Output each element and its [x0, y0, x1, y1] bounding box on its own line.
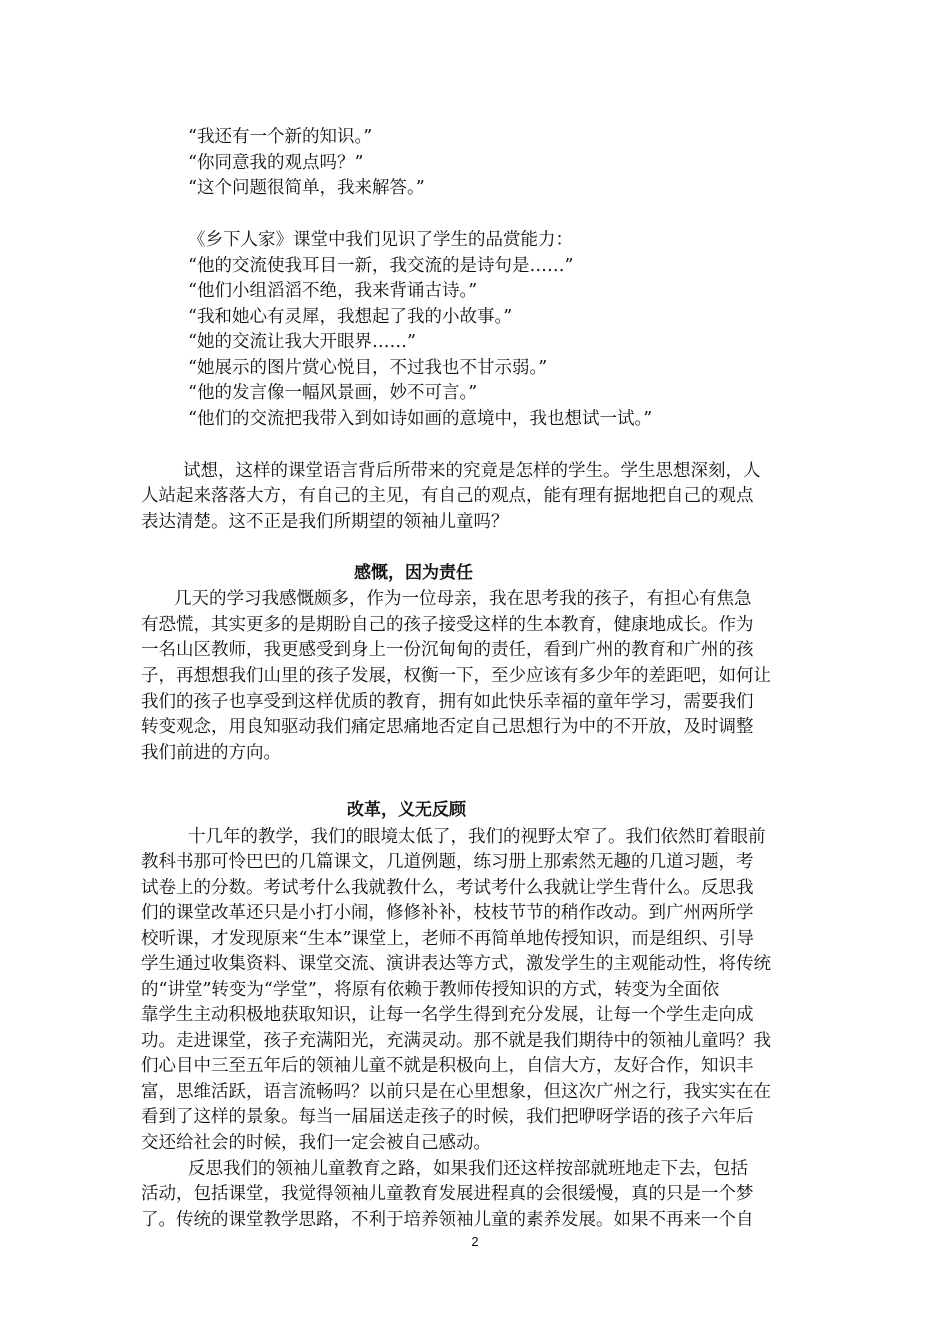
paragraph-line: 功。走进课堂，孩子充满阳光，充满灵动。那不就是我们期待中的领袖儿童吗？我: [141, 1031, 771, 1051]
paragraph-line: 富，思维活跃，语言流畅吗？以前只是在心里想象，但这次广州之行，我实实在在: [141, 1082, 771, 1102]
paragraph-line: 们的课堂改革还只是小打小闹，修修补补，枝枝节节的稍作改动。到广州两所学: [141, 903, 754, 923]
paragraph-line: 表达清楚。这不正是我们所期望的领袖儿童吗？: [141, 512, 509, 532]
quote-line: “他的发言像一幅风景画，妙不可言。”: [188, 383, 478, 403]
quote-line: “他们小组滔滔不绝，我来背诵古诗。”: [188, 281, 478, 301]
paragraph-line: 靠学生主动积极地获取知识，让每一名学生得到充分发展，让每一个学生走向成: [141, 1005, 754, 1025]
section-heading: 感慨，因为责任: [354, 563, 473, 583]
village-intro-line: 《乡下人家》课堂中我们见识了学生的品赏能力：: [188, 230, 573, 250]
paragraph-line: 校听课，才发现原来“生本”课堂上，老师不再简单地传授知识，而是组织、引导: [141, 929, 754, 949]
paragraph-line: 们心目中三至五年后的领袖儿童不就是积极向上，自信大方，友好合作，知识丰: [141, 1056, 754, 1076]
quote-line: “这个问题很简单，我来解答。”: [188, 178, 425, 198]
quote-line: “她展示的图片赏心悦目，不过我也不甘示弱。”: [188, 358, 548, 378]
paragraph-line: 有恐慌，其实更多的是期盼自己的孩子接受这样的生本教育，健康地成长。作为: [141, 615, 754, 635]
quote-line: “你同意我的观点吗？”: [188, 153, 364, 173]
paragraph-line: 教科书那可怜巴巴的几篇课文，几道例题，练习册上那索然无趣的几道习题，考: [141, 852, 754, 872]
section-heading: 改革，义无反顾: [347, 800, 466, 820]
paragraph-line: 反思我们的领袖儿童教育之路，如果我们还这样按部就班地走下去，包括: [188, 1159, 748, 1179]
paragraph-line: 转变观念，用良知驱动我们痛定思痛地否定自己思想行为中的不开放，及时调整: [141, 717, 754, 737]
paragraph-line: 子，再想想我们山里的孩子发展，权衡一下，至少应该有多少年的差距吧，如何让: [141, 666, 771, 686]
quote-line: “我还有一个新的知识。”: [188, 127, 373, 147]
paragraph-line: 了。传统的课堂教学思路，不利于培养领袖儿童的素养发展。如果不再来一个自: [141, 1210, 754, 1230]
quote-line: “他们的交流把我带入到如诗如画的意境中，我也想试一试。”: [188, 409, 653, 429]
paragraph-line: 我们的孩子也享受到这样优质的教育，拥有如此快乐幸福的童年学习，需要我们: [141, 692, 754, 712]
paragraph-line: 交还给社会的时候，我们一定会被自己感动。: [141, 1133, 491, 1153]
page-number: 2: [471, 1234, 479, 1249]
quote-line: “他的交流使我耳目一新，我交流的是诗句是……”: [188, 256, 574, 276]
paragraph-line: 的“讲堂”转变为“学堂”，将原有依赖于教师传授知识的方式，转变为全面依: [141, 980, 720, 1000]
paragraph-line: 几天的学习我感慨颇多，作为一位母亲，我在思考我的孩子，有担心有焦急: [174, 589, 752, 609]
paragraph-line: 一名山区教师，我更感受到身上一份沉甸甸的责任，看到广州的教育和广州的孩: [141, 640, 754, 660]
paragraph-line: 活动，包括课堂，我觉得领袖儿童教育发展进程真的会很缓慢，真的只是一个梦: [141, 1184, 754, 1204]
paragraph-line: 学生通过收集资料、课堂交流、演讲表达等方式，激发学生的主观能动性，将传统: [141, 954, 771, 974]
paragraph-line: 我们前进的方向。: [141, 743, 281, 763]
paragraph-line: 试卷上的分数。考试考什么我就教什么，考试考什么我就让学生背什么。反思我: [141, 878, 754, 898]
quote-line: “我和她心有灵犀，我想起了我的小故事。”: [188, 307, 513, 327]
quote-line: “她的交流让我大开眼界……”: [188, 332, 416, 352]
paragraph-line: 人站起来落落大方，有自己的主见，有自己的观点，能有理有据地把自己的观点: [141, 486, 754, 506]
paragraph-line: 试想，这样的课堂语言背后所带来的究竟是怎样的学生。学生思想深刻，人: [183, 461, 761, 481]
paragraph-line: 看到了这样的景象。每当一届届送走孩子的时候，我们把咿呀学语的孩子六年后: [141, 1107, 754, 1127]
paragraph-line: 十几年的教学，我们的眼境太低了，我们的视野太窄了。我们依然盯着眼前: [188, 827, 766, 847]
